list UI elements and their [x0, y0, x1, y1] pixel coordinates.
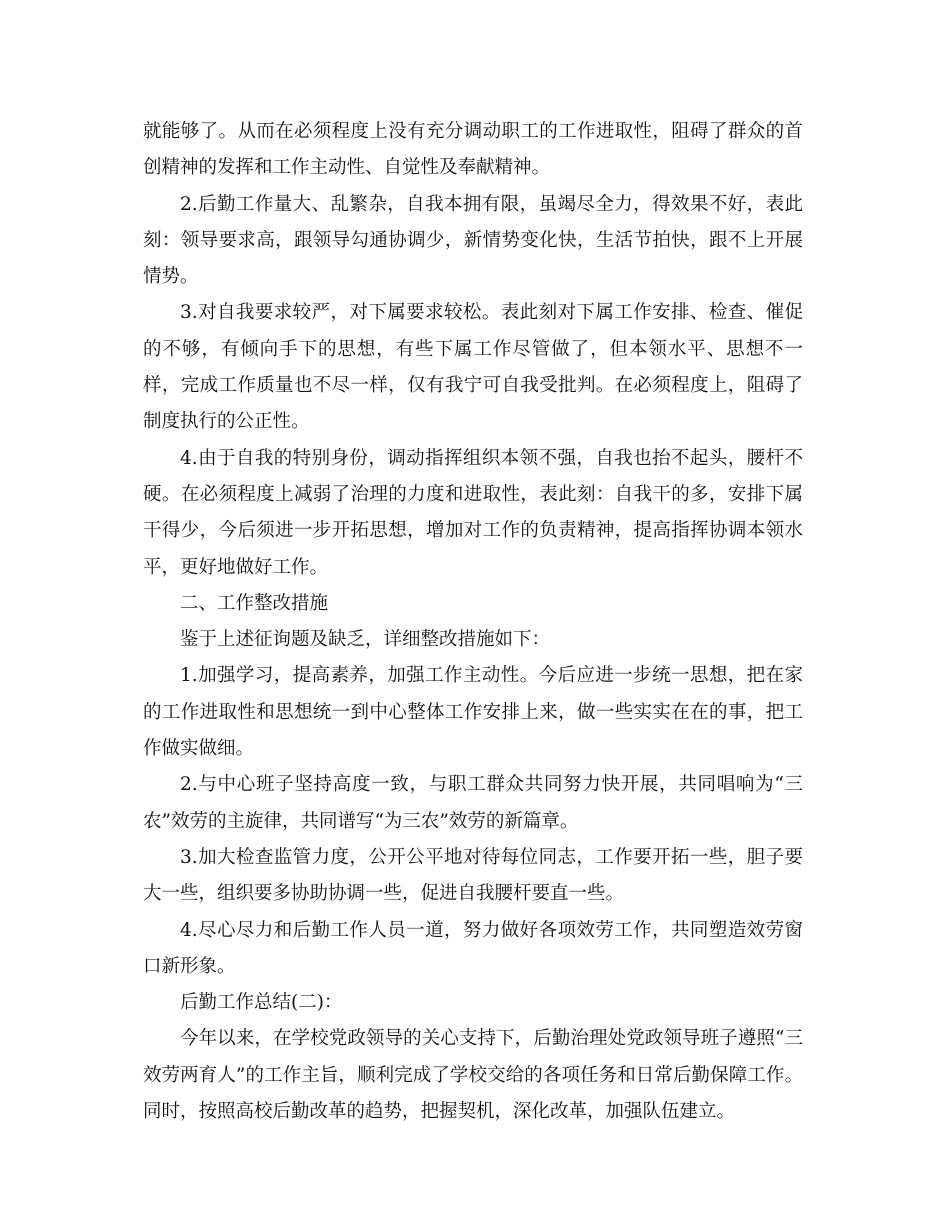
paragraph-measure-1: 1.加强学习，提高素养，加强工作主动性。今后应进一步统一思想，把在家的工作进取性和思想统一到中心整体工作安排上来，做一些实实在在的事，把工作做实做细。 [143, 665, 803, 760]
paragraph-intro-measures: 鉴于上述征询题及缺乏，详细整改措施如下： [180, 629, 551, 651]
paragraph-item-4: 4.由于自我的特别身份，调动指挥组织本领不强，自我也抬不起头，腰杆不硬。在必须程度上减弱了治理的力度和进取性，表此刻：自我干的多，安排下属干得少，今后须进一步开拓思想，增加对工作的负责精神，提高指挥协调本领水平，更好地做好工作。 [143, 447, 803, 578]
section-heading-rectification: 二、工作整改措施 [180, 592, 329, 614]
section-heading-summary-two: 后勤工作总结(二)： [180, 992, 343, 1014]
paragraph-continuation: 就能够了。从而在必须程度上没有充分调动职工的工作进取性，阻碍了群众的首创精神的发挥和工作主动性、自觉性及奉献精神。 [143, 121, 803, 179]
paragraph-item-3: 3.对自我要求较严，对下属要求较松。表此刻对下属工作安排、检查、催促的不够，有倾向手下的思想，有些下属工作尽管做了，但本领水平、思想不一样，完成工作质量也不尽一样，仅有我宁可自我受批判。在必须程度上，阻碍了制度执行的公正性。 [143, 302, 803, 433]
paragraph-measure-2: 2.与中心班子坚持高度一致，与职工群众共同努力快开展，共同唱响为“三农”效劳的主旋律，共同谱写“为三农”效劳的新篇章。 [143, 774, 803, 832]
paragraph-item-2: 2.后勤工作量大、乱繁杂，自我本拥有限，虽竭尽全力，得效果不好，表此刻：领导要求高，跟领导勾通协调少，新情势变化快，生活节拍快，跟不上开展情势。 [143, 193, 803, 288]
paragraph-measure-3: 3.加大检查监管力度，公开公平地对待每位同志，工作要开拓一些，胆子要大一些，组织要多协助协调一些，促进自我腰杆要直一些。 [143, 846, 803, 905]
document-body [143, 114, 803, 1130]
paragraph-summary-intro: 今年以来，在学校党政领导的关心支持下，后勤治理处党政领导班子遵照“三效劳两育人”的工作主旨，顺利完成了学校交给的各项任务和日常后勤保障工作。同时，按照高校后勤改革的趋势，把握契机，深化改革，加强队伍建立。 [143, 1028, 803, 1123]
paragraph-measure-4: 4.尽心尽力和后勤工作人员一道，努力做好各项效劳工作，共同塑造效劳窗口新形象。 [143, 919, 803, 977]
